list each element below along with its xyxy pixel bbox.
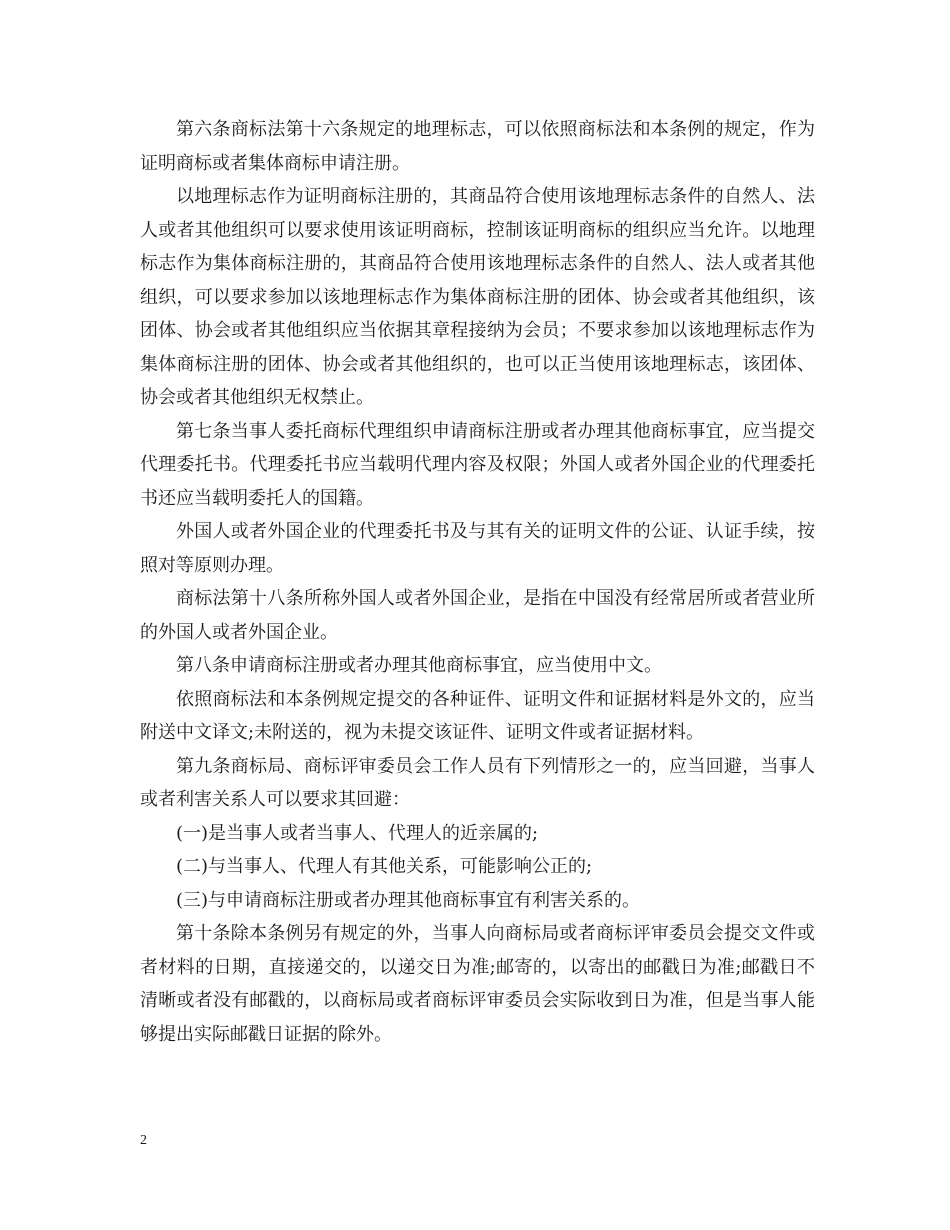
paragraph-article-8: 第八条申请商标注册或者办理其他商标事宜，应当使用中文。 — [176, 655, 662, 676]
paragraph-foreign-documents: 依照商标法和本条例规定提交的各种证件、证明文件和证据材料是外文的，应当附送中文译文;未附送的，视为未提交该证件、证明文件或者证据材料。 — [140, 688, 815, 743]
paragraph-article-6: 第六条商标法第十六条规定的地理标志，可以依照商标法和本条例的规定，作为证明商标或者集体商标申请注册。 — [140, 119, 815, 174]
paragraph-article-18-definition: 商标法第十八条所称外国人或者外国企业，是指在中国没有经常居所或者营业所的外国人或者外国企业。 — [140, 588, 815, 643]
paragraph-article-9: 第九条商标局、商标评审委员会工作人员有下列情形之一的，应当回避，当事人或者利害关系人可以要求其回避： — [140, 755, 815, 810]
paragraph-article-7: 第七条当事人委托商标代理组织申请商标注册或者办理其他商标事宜，应当提交代理委托书。代理委托书应当载明代理内容及权限；外国人或者外国企业的代理委托书还应当载明委托人的国籍。 — [140, 420, 815, 509]
paragraph-foreign-notarization: 外国人或者外国企业的代理委托书及与其有关的证明文件的公证、认证手续，按照对等原则办理。 — [140, 521, 815, 576]
list-item-recusal-3: (三)与申请商标注册或者办理其他商标事宜有利害关系的。 — [176, 889, 641, 911]
list-item-recusal-2: (二)与当事人、代理人有其他关系，可能影响公正的; — [176, 856, 593, 877]
page-number: 2 — [140, 1133, 147, 1148]
document-body — [140, 113, 815, 1051]
list-item-recusal-1: (一)是当事人或者当事人、代理人的近亲属的; — [176, 822, 539, 844]
paragraph-article-10: 第十条除本条例另有规定的外，当事人向商标局或者商标评审委员会提交文件或者材料的日期，直接递交的，以递交日为准;邮寄的，以寄出的邮戳日为准;邮戳日不清晰或者没有邮戳的，以商标局或者商标评审委员会实际收到日为准，但是当事人能够提出实际邮戳日证据的除外。 — [140, 923, 815, 1045]
paragraph-geographic-indication: 以地理标志作为证明商标注册的，其商品符合使用该地理标志条件的自然人、法人或者其他组织可以要求使用该证明商标，控制该证明商标的组织应当允许。以地理标志作为集体商标注册的，其商品符合使用该地理标志条件的自然人、法人或者其他组织，可以要求参加以该地理标志作为集体商标注册的团体、协会或者其他组织，该团体、协会或者其他组织应当依据其章程接纳为会员；不要求参加以该地理标志作为集体商标注册的团体、协会或者其他组织的，也可以正当使用该地理标志，该团体、协会或者其他组织无权禁止。 — [140, 186, 815, 408]
